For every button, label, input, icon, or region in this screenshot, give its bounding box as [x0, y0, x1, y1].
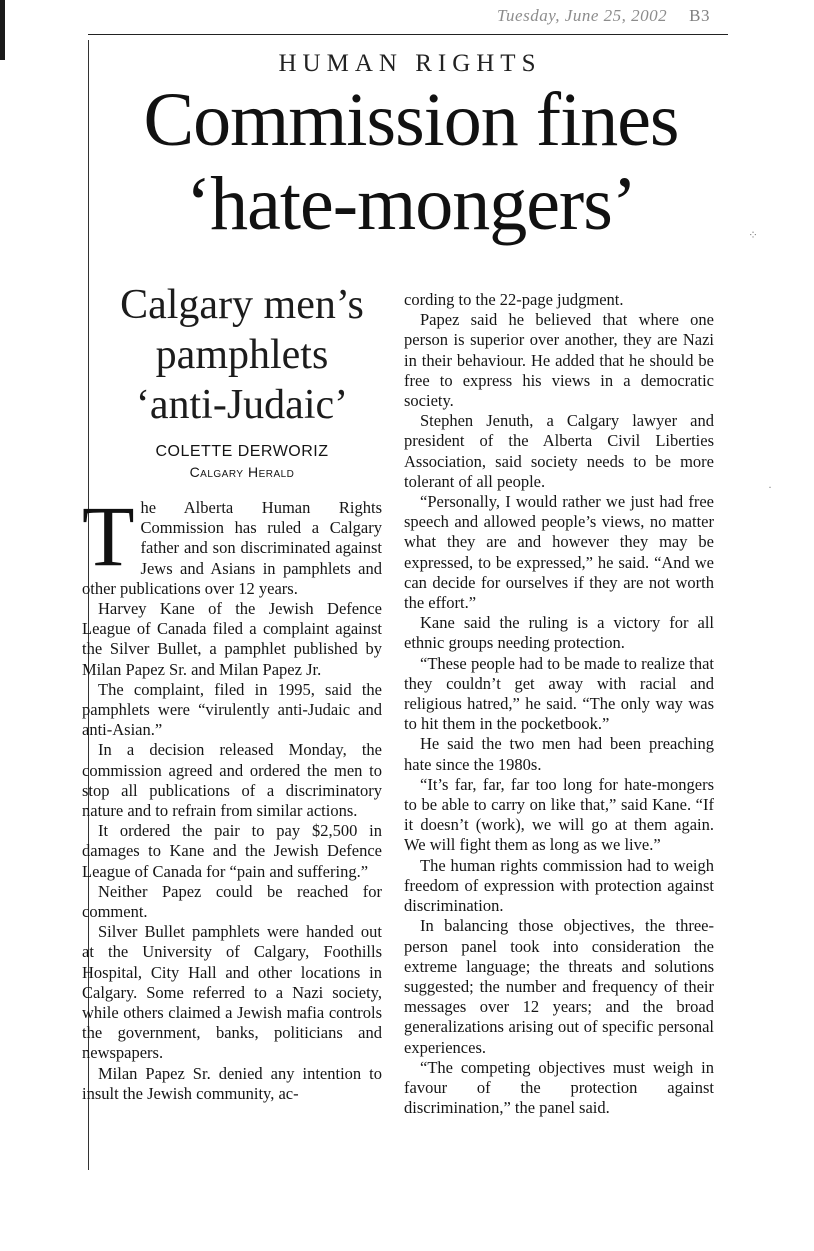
subheadline	[92, 280, 392, 430]
headline-line-2: ‘hate-mongers’	[185, 162, 637, 246]
subheadline-line-3: ‘anti-Judaic’	[135, 382, 349, 428]
article-paragraph: “Personally, I would rather we just had free speech and allowed people’s views, no matter what they are and however they may be expressed, to be expressed,” he said. “And we can decide for ourselves if they are not worth the effort.”	[404, 492, 714, 613]
article-paragraph: In balancing those objectives, the three-person panel took into consideration the extreme language; the threats and solutions suggested; the number and frequency of their messages over 12 years; and the broad generalizations arising out of specific personal experiences.	[404, 916, 714, 1057]
article-paragraph	[82, 488, 382, 599]
article-paragraph: Stephen Jenuth, a Calgary lawyer and president of the Alberta Civil Liberties Association, said society needs to be more tolerant of all people.	[404, 411, 714, 491]
article-paragraph: In a decision released Monday, the commission agreed and ordered the men to stop all publications of a discriminatory nature and to refrain from similar actions.	[82, 740, 382, 821]
article-column-left	[82, 488, 382, 1104]
top-rule	[88, 34, 728, 35]
drop-cap: T	[82, 488, 135, 584]
page-number: B3	[689, 6, 710, 25]
section-label: HUMAN RIGHTS	[278, 50, 542, 77]
article-paragraph: Silver Bullet pamphlets were handed out at the University of Calgary, Foothills Hospital, City Hall and other locations in Calgary. Some referred to a Nazi society, while others claimed a Jewish mafia controls the government, banks, politicians and newspapers.	[82, 922, 382, 1063]
article-paragraph: He said the two men had been preaching hate since the 1980s.	[404, 734, 714, 774]
article-paragraph: “These people had to be made to realize that they couldn’t get away with racial and religious hatred,” he said. “The only way was to hit them in the pocketbook.”	[404, 653, 714, 734]
article-paragraph: Harvey Kane of the Jewish Defence League of Canada filed a complaint against the Silver Bullet, a pamphlet published by Milan Papez Sr. and Milan Papez Jr.	[82, 599, 382, 679]
author-name: COLETTE DERWORIZ	[155, 443, 329, 460]
headline	[96, 78, 726, 246]
publication-name: Calgary Herald	[189, 464, 295, 480]
subheadline-line-1: Calgary men’s	[120, 282, 364, 328]
article-paragraph: The complaint, filed in 1995, said the pamphlets were “virulently anti-Judaic and anti-Asian.”	[82, 679, 382, 740]
byline	[92, 442, 392, 482]
lead-paragraph-text: he Alberta Human Rights Commission has ruled a Calgary father and son discriminated against Jews and Asians in pamphlets and other publications over 12 years.	[82, 498, 382, 598]
article-paragraph: It ordered the pair to pay $2,500 in damages to Kane and the Jewish Defence League of Canada for “pain and suffering.”	[82, 821, 382, 881]
article-paragraph: The human rights commission had to weigh freedom of expression with protection against discrimination.	[404, 855, 714, 916]
article-continuation: cording to the 22-page judgment.	[404, 290, 624, 309]
article-paragraph: Neither Papez could be reached for comment.	[82, 881, 382, 922]
article-paragraph: Milan Papez Sr. denied any intention to insult the Jewish community, ac-	[82, 1063, 382, 1103]
article-paragraph: “It’s far, far, far too long for hate-mongers to be able to carry on like that,” said Kane. “If it doesn’t (work), we will go at them again. We will fight them as long as we live.”	[404, 774, 714, 855]
subheadline-line-2: pamphlets	[155, 332, 329, 378]
article-column-right	[404, 290, 714, 1118]
page-edge-mark	[0, 0, 5, 60]
headline-line-1: Commission fines	[143, 78, 679, 162]
article-paragraph: “The competing objectives must weigh in favour of the protection against discrimination,” the panel said.	[404, 1057, 714, 1118]
article-paragraph: Papez said he believed that where one person is superior over another, they are Nazi in their behaviour. He added that he should be free to express his views in a democratic society.	[404, 310, 714, 411]
dateline	[150, 6, 710, 36]
scan-speck: ⁘	[748, 228, 759, 242]
scan-speck: ·	[768, 480, 772, 494]
dateline-text: Tuesday, June 25, 2002	[497, 6, 668, 25]
article-paragraph: Kane said the ruling is a victory for all ethnic groups needing protection.	[404, 613, 714, 653]
